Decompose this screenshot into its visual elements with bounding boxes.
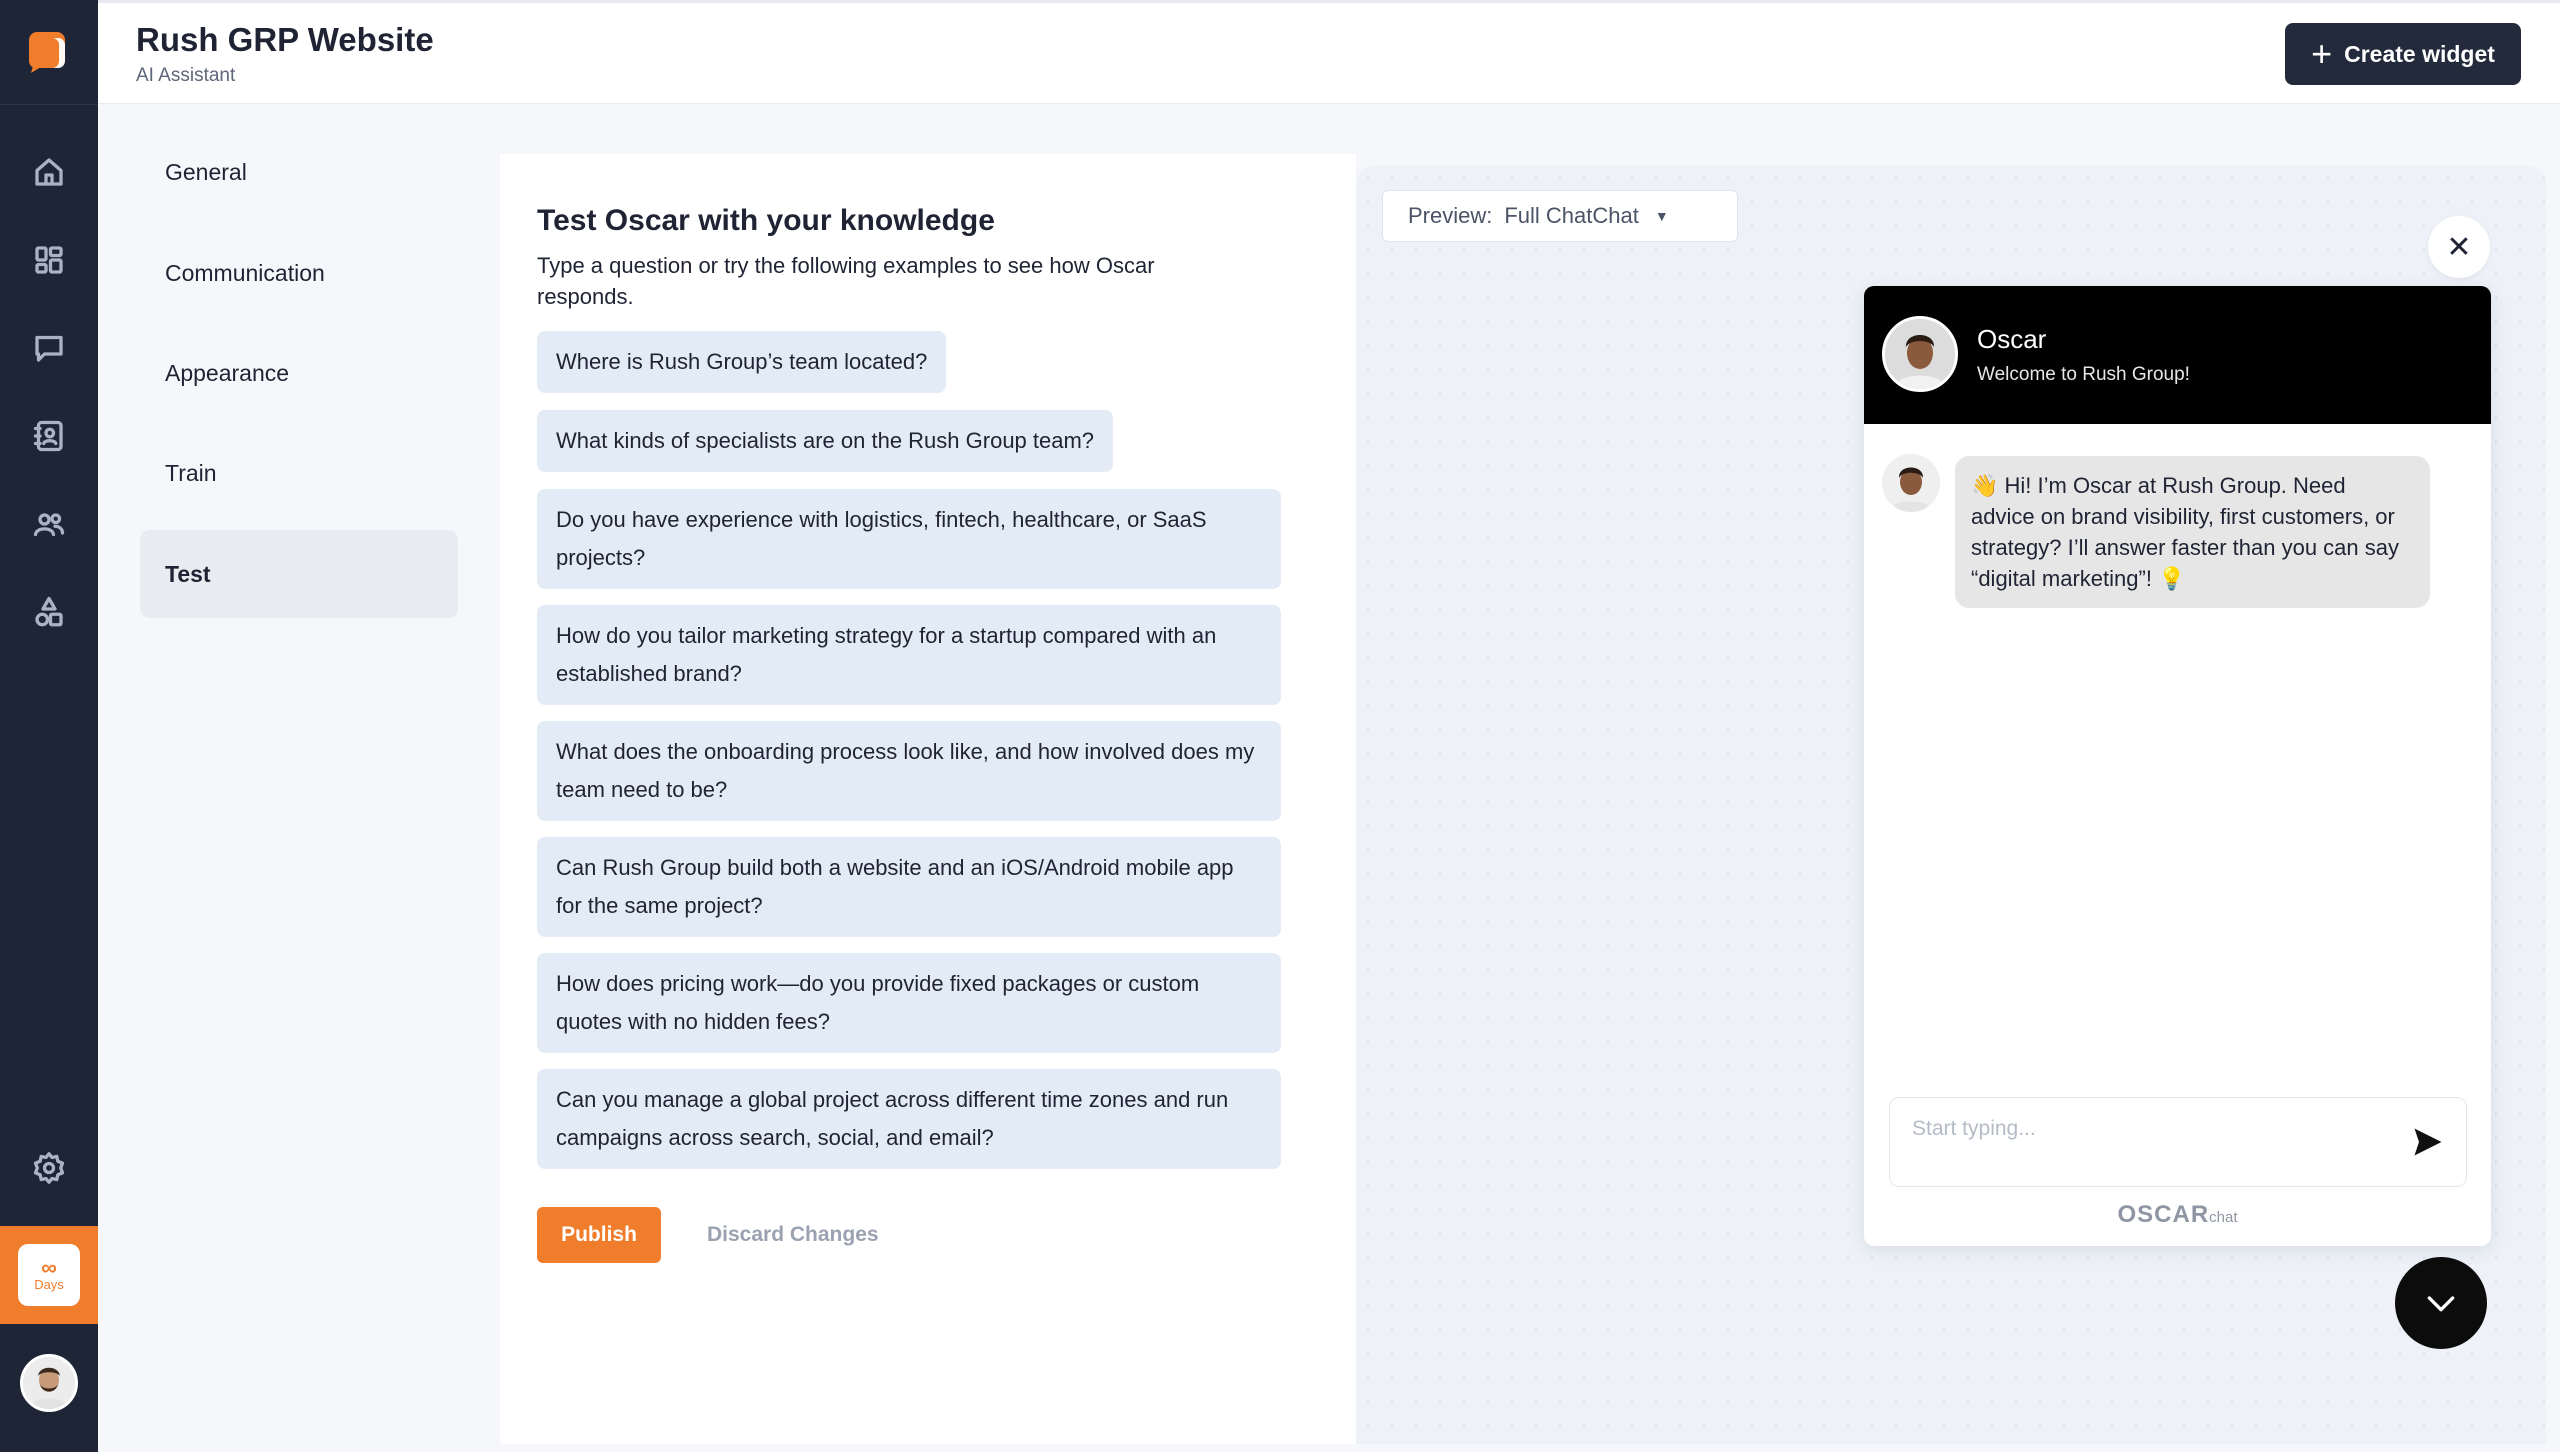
user-avatar[interactable] <box>20 1354 78 1412</box>
create-widget-label: Create widget <box>2344 40 2495 67</box>
chevron-down-icon <box>2421 1283 2461 1323</box>
discard-changes-button[interactable]: Discard Changes <box>707 1223 879 1246</box>
contacts-icon[interactable] <box>29 416 69 456</box>
nav-item-train[interactable]: Train <box>165 459 217 486</box>
example-question[interactable]: Can Rush Group build both a website and an iOS/Android mobile app for the same project? <box>537 837 1281 937</box>
example-question[interactable]: Where is Rush Group’s team located? <box>537 331 946 393</box>
trial-days-badge[interactable] <box>0 1226 98 1324</box>
bot-name: Oscar <box>1977 324 2047 354</box>
example-question[interactable]: Do you have experience with logistics, fintech, healthcare, or SaaS projects? <box>537 489 1281 589</box>
create-widget-button[interactable] <box>2285 23 2521 85</box>
close-icon: ✕ <box>2446 230 2472 264</box>
example-question[interactable]: What does the onboarding process look like, and how involved does my team need to be? <box>537 721 1281 821</box>
bot-message-bubble: 👋 Hi! I’m Oscar at Rush Group. Need advice on brand visibility, first customers, or strategy? I’ll answer faster than you can say “digital marketing”! 💡 <box>1955 456 2430 608</box>
test-description: Type a question or try the following examples to see how Oscar responds. <box>537 253 1155 309</box>
left-rail <box>0 0 98 1452</box>
bot-welcome: Welcome to Rush Group! <box>1977 364 2190 385</box>
chat-input-box <box>1889 1097 2467 1187</box>
chat-message-input[interactable] <box>1912 1112 2382 1146</box>
nav-item-appearance[interactable]: Appearance <box>165 359 290 386</box>
top-header <box>98 0 2560 104</box>
days-label: Days <box>34 1277 64 1292</box>
dashboard-icon[interactable] <box>29 240 69 280</box>
send-icon[interactable] <box>2410 1124 2446 1160</box>
home-icon[interactable] <box>29 152 69 192</box>
oscarchat-brand: OSCARchat <box>2117 1201 2238 1228</box>
bot-avatar-large <box>1882 316 1958 392</box>
app-logo[interactable] <box>27 30 69 74</box>
close-preview-button[interactable] <box>2428 216 2490 278</box>
example-question[interactable]: Can you manage a global project across different time zones and run campaigns across search, social, and email? <box>537 1069 1281 1169</box>
nav-item-communication[interactable]: Communication <box>165 259 325 286</box>
rail-divider <box>0 104 98 105</box>
preview-label: Preview: <box>1408 203 1493 228</box>
days-card <box>18 1244 80 1306</box>
settings-icon[interactable] <box>29 1148 69 1188</box>
preview-mode-select[interactable] <box>1382 190 1738 242</box>
bot-avatar-small <box>1882 454 1940 512</box>
page-title: Rush GRP Website <box>136 21 434 58</box>
chat-launcher-button[interactable] <box>2395 1257 2487 1349</box>
chat-header <box>1864 286 2491 424</box>
page-subtitle: AI Assistant <box>136 65 236 86</box>
plus-icon: + <box>2311 33 2333 74</box>
example-question[interactable]: How do you tailor marketing strategy for a startup compared with an established brand? <box>537 605 1281 705</box>
shapes-icon[interactable] <box>29 592 69 632</box>
example-question[interactable]: How does pricing work—do you provide fixed packages or custom quotes with no hidden fees? <box>537 953 1281 1053</box>
infinity-icon: ∞ <box>41 1255 57 1280</box>
chat-icon[interactable] <box>29 328 69 368</box>
users-icon[interactable] <box>29 504 69 544</box>
chat-widget <box>1864 286 2491 1246</box>
caret-down-icon: ▼ <box>1654 208 1669 224</box>
test-title: Test Oscar with your knowledge <box>537 204 995 237</box>
example-question[interactable]: What kinds of specialists are on the Rush Group team? <box>537 410 1113 472</box>
nav-item-test[interactable]: Test <box>140 530 458 618</box>
preview-selected-value: Full ChatChat <box>1504 203 1639 228</box>
publish-button[interactable]: Publish <box>537 1207 661 1263</box>
nav-item-general[interactable]: General <box>165 158 247 185</box>
